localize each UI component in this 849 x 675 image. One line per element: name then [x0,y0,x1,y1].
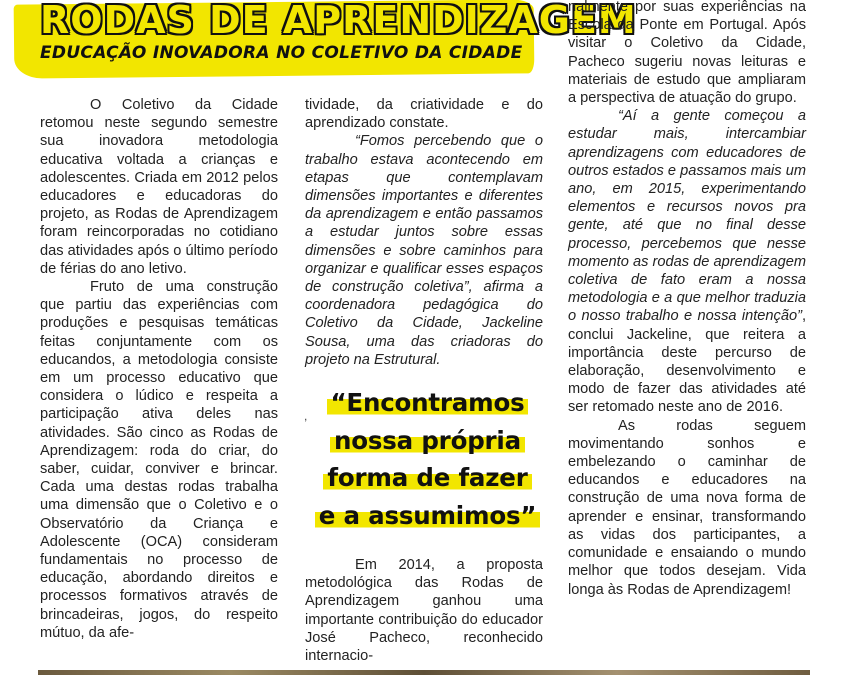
pull-quote-line: nossa própria [330,426,525,455]
bottom-photo-edge [38,670,810,675]
text-column-1 [40,96,278,642]
quote-paragraph [305,132,543,369]
text-column-3 [568,0,806,599]
pull-quote [300,384,555,534]
pull-quote-line: “Encontramos [327,388,529,417]
stray-mark: , [304,409,308,423]
text-column-2-continued [305,556,543,665]
pull-quote-line: forma de fazer [323,463,531,492]
paragraph: Fruto de uma construção que partiu das experiências com produções e pesquisas temáticas feitas conjuntamente com os educandos, a metodologia consiste em um processo educativo que considera o lúdico e respeita a participação ativa deles nas atividades. São cinco as Rodas de Aprendizagem: roda do criar, do saber, cuidar, conviver e brincar. Cada uma destas rodas trabalha uma dimensão que o Coletivo e o Observatório da Criança e Adolescente (OCA) consideram fundamentais no processo de educação, abordando direitos e processos formativos através de brincadeiras, jogos, do respeito mútuo, da afe- [40,279,278,641]
quote-text: “Aí a gente começou a estudar mais, intercambiar aprendizagens com educadores de outros estados e passamos mais um ano, em 2015, experimentando elementos e recursos novos pra gente, até que no final desse processo, percebemos que nesse momento as rodas de aprendizagem coletiva de fato eram a nossa metodologia e a que melhor traduzia o nosso trabalho e nossa intenção” [568,108,806,325]
attribution-text: , afirma a coordenadora pedagógica do Coletivo da Cidade, Jackeline Sousa, uma das criadoras do projeto na Estrutural. [305,279,543,368]
paragraph: Em 2014, a proposta metodológica das Rodas de Aprendizagem ganhou uma importante contribuição do educador José Pacheco, reconhecido internacio- [305,557,543,665]
quote-paragraph [568,107,806,416]
paragraph: O Coletivo da Cidade retomou neste segundo semestre sua inovadora metodologia educativa voltada a crianças e adolescentes. Criada em 2012 pelos educadores e educadoras do projeto, as Rodas de Aprendizagem foram reincorporadas no cotidiano das atividades após o último período de férias do ano letivo. [40,97,278,277]
article-subtitle: EDUCAÇÃO INOVADORA NO COLETIVO DA CIDADE [40,43,523,63]
paragraph: As rodas seguem movimentando sonhos e embelezando o caminhar de educandos e educadores na construção de uma nova forma de aprender e ensinar, transformando as vidas dos participantes, a comunidade e ensaiando o mundo melhor que todos desejam. Vida longa às Rodas de Aprendizagem! [568,417,806,598]
paragraph: nalmente por suas experiências na Escola da Ponte em Portugal. Após visitar o Coletivo da Cidade, Pacheco sugeriu novas leituras e materiais de estudo que ampliaram a perspectiva de atuação do grupo. [568,0,806,107]
attribution-text: , conclui Jackeline, que reitera a importância deste percurso de elaboração, desenvolvimento e modo de fazer das atividades até ser retomado neste ano de 2016. [568,308,806,416]
text-column-2 [305,96,543,369]
paragraph: tividade, da criatividade e do aprendizado constate. [305,97,543,132]
article-title: RODAS DE APRENDIZAGEM [40,0,637,42]
quote-text: “Fomos percebendo que o trabalho estava acontecendo em etapas que contemplavam dimensões importantes e diferentes da aprendizagem e então passamos a estudar juntos sobre essas dimensões e sobre caminhos para organizar e qualificar esses espaços de construção coletiva” [305,133,543,296]
article-header [0,0,637,80]
pull-quote-line: e a assumimos” [315,501,541,530]
